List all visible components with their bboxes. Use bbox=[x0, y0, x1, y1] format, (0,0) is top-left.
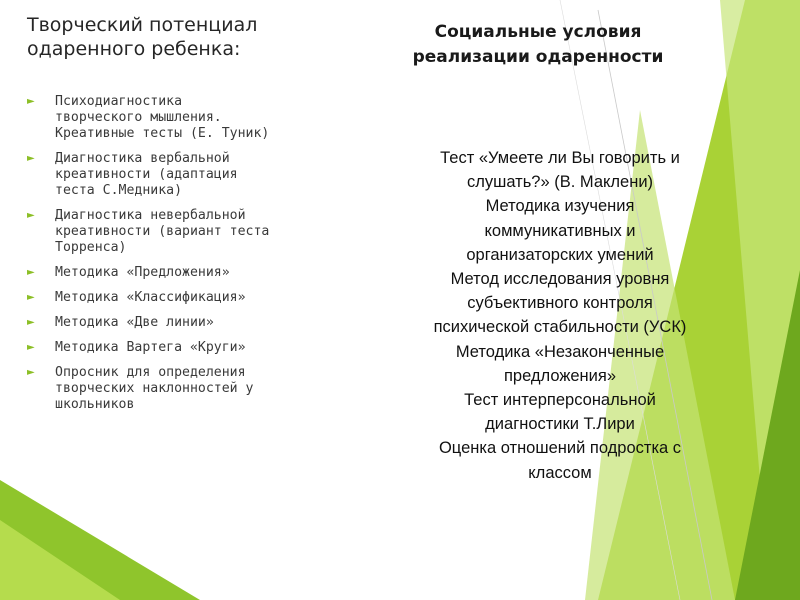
list-item-text: Диагностика невербальной креативности (вариант теста Торренса) bbox=[55, 208, 270, 255]
list-item-text: Методика «Две линии» bbox=[55, 315, 214, 330]
triangle-bullet-icon: ► bbox=[27, 153, 35, 164]
list-item-text: Диагностика вербальной креативности (адаптация теста С.Медника) bbox=[55, 151, 238, 198]
right-text-line: Методика «Незаконченные bbox=[455, 342, 665, 361]
list-item bbox=[27, 365, 327, 413]
right-text-line: психической стабильности (УСК) bbox=[433, 318, 687, 337]
list-item-text: Методика «Предложения» bbox=[55, 265, 230, 280]
right-text-block bbox=[390, 146, 730, 485]
right-text-line: слушать?» (В. Маклени) bbox=[466, 173, 654, 192]
right-text-line: диагностики Т.Лири bbox=[485, 415, 635, 434]
right-text-line: коммуникативных и bbox=[484, 221, 636, 240]
right-text-line: предложения» bbox=[503, 366, 616, 385]
list-item-text: Психодиагностика творческого мышления. Креативные тесты (Е. Туник) bbox=[55, 94, 270, 141]
triangle-bullet-icon: ► bbox=[27, 210, 35, 221]
right-text-line: Тест интерперсональной bbox=[464, 391, 656, 410]
right-text-line: Тест «Умеете ли Вы говорить и bbox=[440, 149, 680, 167]
right-text-line: организаторских умений bbox=[466, 245, 654, 264]
triangle-bullet-icon: ► bbox=[27, 317, 35, 328]
triangle-bullet-icon: ► bbox=[27, 342, 35, 353]
list-item bbox=[27, 290, 327, 306]
list-item bbox=[27, 265, 327, 281]
right-text-line: Методика изучения bbox=[485, 197, 635, 216]
right-text-line: классом bbox=[528, 463, 592, 482]
list-item bbox=[27, 208, 327, 256]
list-item bbox=[27, 151, 327, 199]
list-item bbox=[27, 340, 327, 356]
left-column-title: Творческий потенциал одаренного ребенка: bbox=[27, 14, 258, 60]
triangle-bullet-icon: ► bbox=[27, 367, 35, 378]
triangle-bullet-icon: ► bbox=[27, 267, 35, 278]
list-item bbox=[27, 315, 327, 331]
list-item-text: Методика Вартега «Круги» bbox=[55, 340, 246, 355]
triangle-bullet-icon: ► bbox=[27, 292, 35, 303]
list-item-text: Опросник для определения творческих наклонностей у школьников bbox=[55, 365, 254, 412]
triangle-bullet-icon: ► bbox=[27, 96, 35, 107]
right-column-title: Социальные условия реализации одаренности bbox=[412, 22, 664, 67]
list-item-text: Методика «Классификация» bbox=[55, 290, 246, 305]
left-bullet-list bbox=[27, 94, 327, 422]
right-text-line: субъективного контроля bbox=[467, 294, 653, 313]
right-text-line: Оценка отношений подростка с bbox=[438, 439, 682, 458]
list-item bbox=[27, 94, 327, 142]
right-text-line: Метод исследования уровня bbox=[450, 270, 670, 289]
